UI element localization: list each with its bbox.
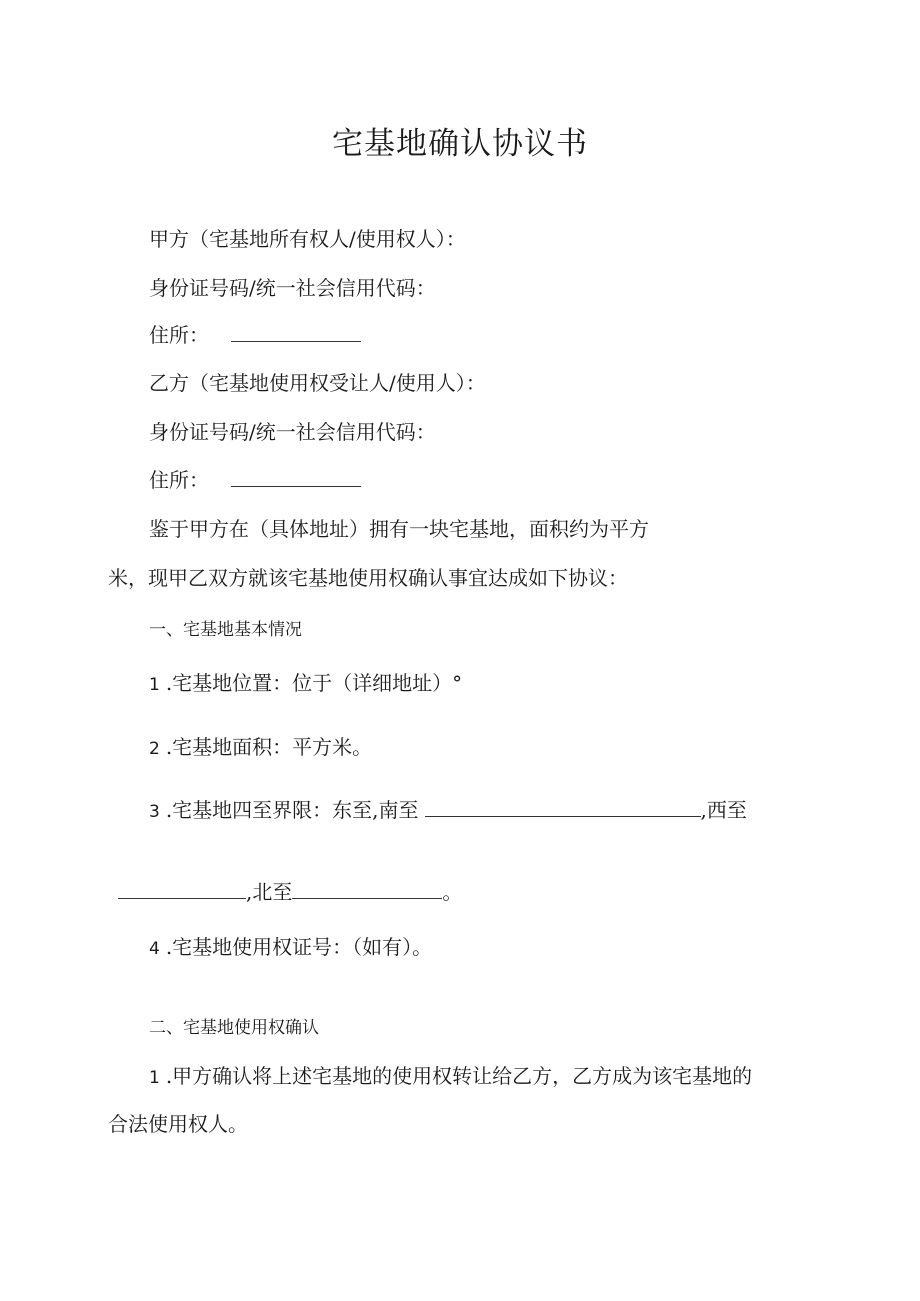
s1-item-3-west: ,西至 — [700, 798, 747, 822]
s1-item-3-end: 。 — [442, 880, 463, 904]
s1-item-4 — [149, 934, 432, 962]
party-b-address-blank — [231, 468, 361, 487]
west-boundary-blank — [118, 880, 246, 899]
s1-item-2-text: .宅基地面积：平方米。 — [165, 735, 373, 759]
s1-item-2-number: 2 — [149, 739, 160, 759]
s1-item-4-text: .宅基地使用权证号：（如有）。 — [165, 935, 433, 959]
s1-item-3-number: 3 — [149, 802, 160, 822]
s1-item-2 — [149, 734, 372, 762]
s2-item-1-line-1: .甲方确认将上述宅基地的使用权转让给乙方，乙方成为该宅基地的 — [165, 1064, 753, 1088]
document-title: 宅基地确认协议书 — [332, 126, 588, 162]
party-a-id-label: 身份证号码/统一社会信用代码： — [149, 276, 436, 300]
section-1-heading: 一、宅基地基本情况 — [149, 620, 302, 640]
s1-item-3-north: ,北至 — [246, 880, 293, 904]
s1-item-1-number: 1 — [149, 675, 160, 695]
s1-item-4-number: 4 — [149, 939, 160, 959]
s2-item-1 — [149, 1063, 752, 1091]
party-a-address-label: 住所： — [149, 323, 209, 347]
party-a-label: 甲方（宅基地所有权人/使用权人）： — [149, 227, 466, 251]
south-boundary-blank — [425, 798, 701, 817]
party-b-address-label: 住所： — [149, 468, 209, 492]
recital-line-2: 米，现甲乙双方就该宅基地使用权确认事宜达成如下协议： — [108, 566, 628, 590]
party-b-label: 乙方（宅基地使用权受让人/使用人）： — [149, 371, 486, 395]
party-a-address-blank — [231, 323, 361, 342]
s1-item-1-text: .宅基地位置：位于（详细地址）° — [165, 671, 463, 695]
s2-item-1-line-2: 合法使用权人。 — [108, 1112, 248, 1136]
s1-item-3-cont — [118, 879, 462, 905]
s2-item-1-number: 1 — [149, 1068, 160, 1088]
party-b-id-label: 身份证号码/统一社会信用代码： — [149, 420, 436, 444]
party-a-address-row — [149, 322, 361, 348]
recital-line-1: 鉴于甲方在（具体地址）拥有一块宅基地，面积约为平方 — [149, 517, 649, 541]
s1-item-3 — [149, 797, 747, 825]
section-2-heading: 二、宅基地使用权确认 — [149, 1018, 319, 1038]
s1-item-3-text: .宅基地四至界限：东至,南至 — [165, 798, 419, 822]
party-b-address-row — [149, 467, 361, 493]
s1-item-1 — [149, 670, 462, 698]
north-boundary-blank — [292, 880, 442, 899]
